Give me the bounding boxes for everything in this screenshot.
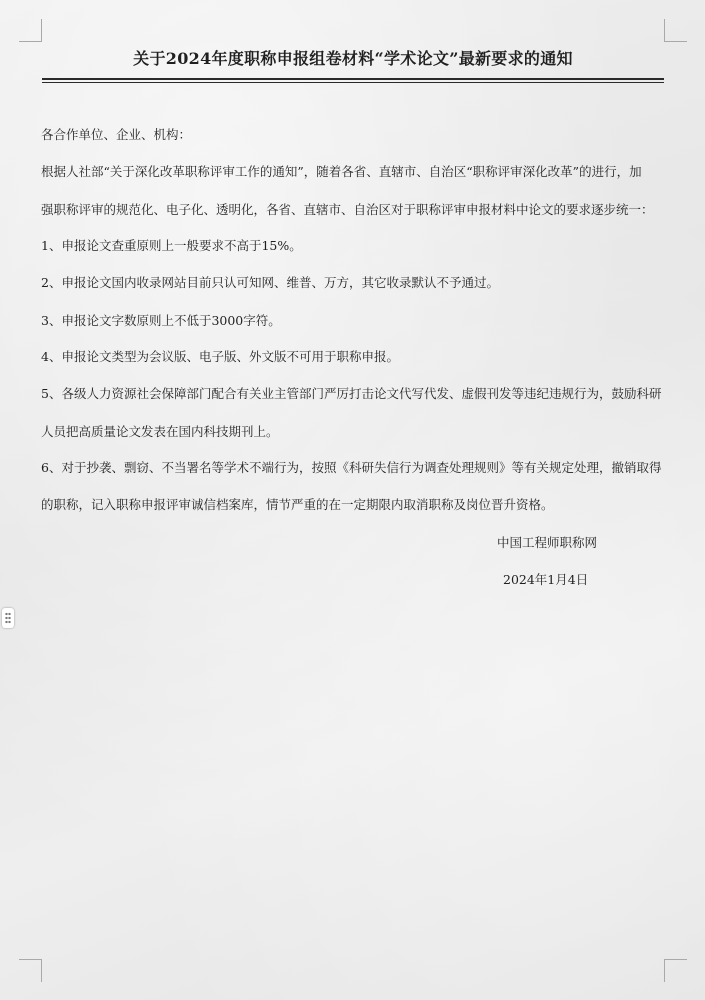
title-rule-thick (42, 78, 664, 80)
body-line: 人员把高质量论文发表在国内科技期刊上。 (41, 424, 279, 439)
drag-handle[interactable] (2, 608, 14, 628)
crop-mark-bottom-left (19, 959, 42, 982)
body-line: 3、申报论文字数原则上不低于3000字符。 (41, 313, 281, 328)
body-line: 2、申报论文国内收录网站目前只认可知网、维普、万方，其它收录默认不予通过。 (41, 275, 499, 290)
title-rule-thin (42, 82, 664, 83)
document-title: 关于2024年度职称申报组卷材料“学术论文”最新要求的通知 (133, 49, 573, 68)
body-line: 的职称，记入职称申报评审诚信档案库，情节严重的在一定期限内取消职称及岗位晋升资格。 (41, 497, 554, 512)
crop-mark-top-right (664, 19, 687, 42)
body-line: 6、对于抄袭、剽窃、不当署名等学术不端行为，按照《科研失信行为调查处理规则》等有关规定处理，撤销取得 (41, 460, 662, 475)
body-line: 1、申报论文查重原则上一般要求不高于15%。 (41, 238, 302, 253)
crop-mark-top-left (19, 19, 42, 42)
salutation: 各合作单位、企业、机构： (41, 127, 192, 142)
body-line: 5、各级人力资源社会保障部门配合有关业主管部门严厉打击论文代写代发、虚假刊发等违纪违规行为，鼓励科研 (41, 386, 662, 401)
body-line: 根据人社部“关于深化改革职称评审工作的通知”，随着各省、直辖市、自治区“职称评审深化改革”的进行，加 (41, 164, 642, 179)
crop-mark-bottom-right (664, 959, 687, 982)
issuer: 中国工程师职称网 (497, 535, 598, 550)
body-line: 4、申报论文类型为会议版、电子版、外文版不可用于职称申报。 (41, 349, 399, 364)
grip-icon (5, 612, 11, 624)
issue-date: 2024年1月4日 (503, 572, 589, 587)
body-line: 强职称评审的规范化、电子化、透明化，各省、直辖市、自治区对于职称评审申报材料中论文的要求逐步统一： (41, 202, 654, 217)
